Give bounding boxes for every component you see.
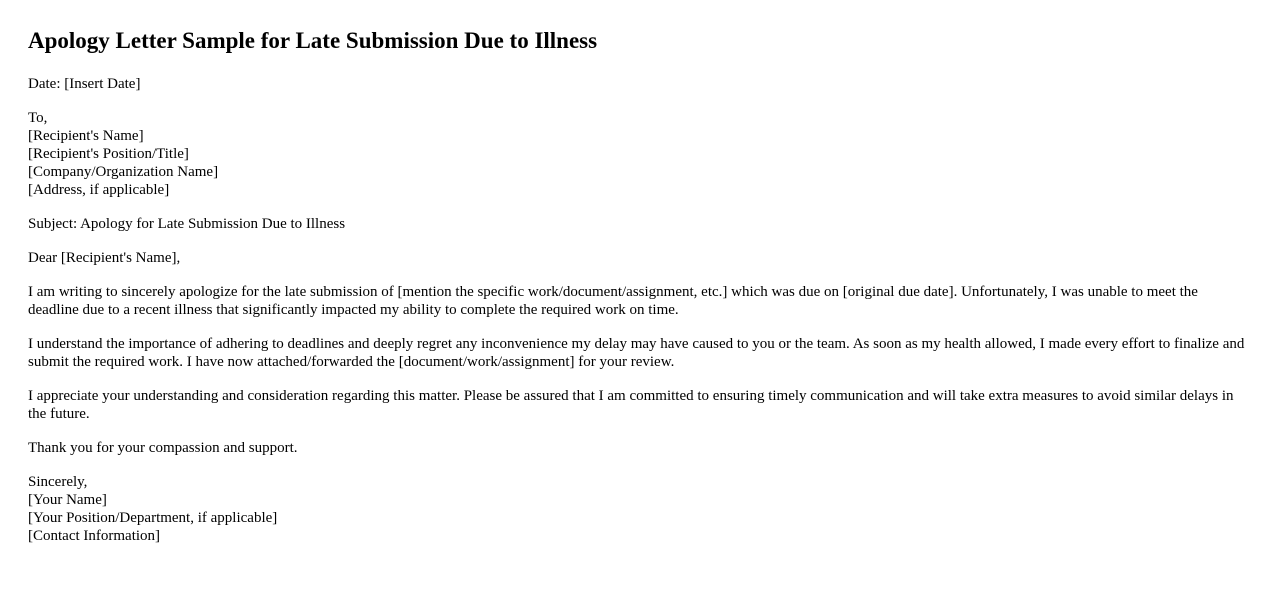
- closing-contact: [Contact Information]: [28, 528, 161, 544]
- body-paragraph-1: I am writing to sincerely apologize for the late submission of [mention the specific work/document/assignment, etc.] which was due on [original due date]. Unfortunately, I was unable to meet the deadline due to a recent illness that significantly impacted my ability to complete the required work on time.: [28, 284, 1198, 318]
- body-paragraph-3: I appreciate your understanding and consideration regarding this matter. Please be assured that I am committed to ensuring timely communication and will take extra measures to avoid similar delays in the future.: [28, 388, 1234, 422]
- closing-position: [Your Position/Department, if applicable]: [28, 510, 278, 526]
- date-line: Date: [Insert Date]: [28, 76, 141, 92]
- body-paragraph-4: Thank you for your compassion and support.: [28, 440, 298, 456]
- recipient-block: [28, 109, 1250, 199]
- recipient-to: To,: [28, 110, 48, 126]
- page-title: Apology Letter Sample for Late Submission Due to Illness: [28, 28, 598, 53]
- subject-line: Subject: Apology for Late Submission Due to Illness: [28, 216, 346, 232]
- salutation: Dear [Recipient's Name],: [28, 250, 181, 266]
- recipient-address: [Address, if applicable]: [28, 182, 170, 198]
- recipient-name: [Recipient's Name]: [28, 128, 144, 144]
- recipient-company: [Company/Organization Name]: [28, 164, 219, 180]
- body-paragraph-2: I understand the importance of adhering to deadlines and deeply regret any inconvenience my delay may have caused to you or the team. As soon as my health allowed, I made every effort to finalize and submit the required work. I have now attached/forwarded the [document/work/assignment] for your review.: [28, 336, 1245, 370]
- closing-sincerely: Sincerely,: [28, 474, 88, 490]
- closing-name: [Your Name]: [28, 492, 107, 508]
- recipient-position: [Recipient's Position/Title]: [28, 146, 189, 162]
- closing-block: [28, 473, 1250, 545]
